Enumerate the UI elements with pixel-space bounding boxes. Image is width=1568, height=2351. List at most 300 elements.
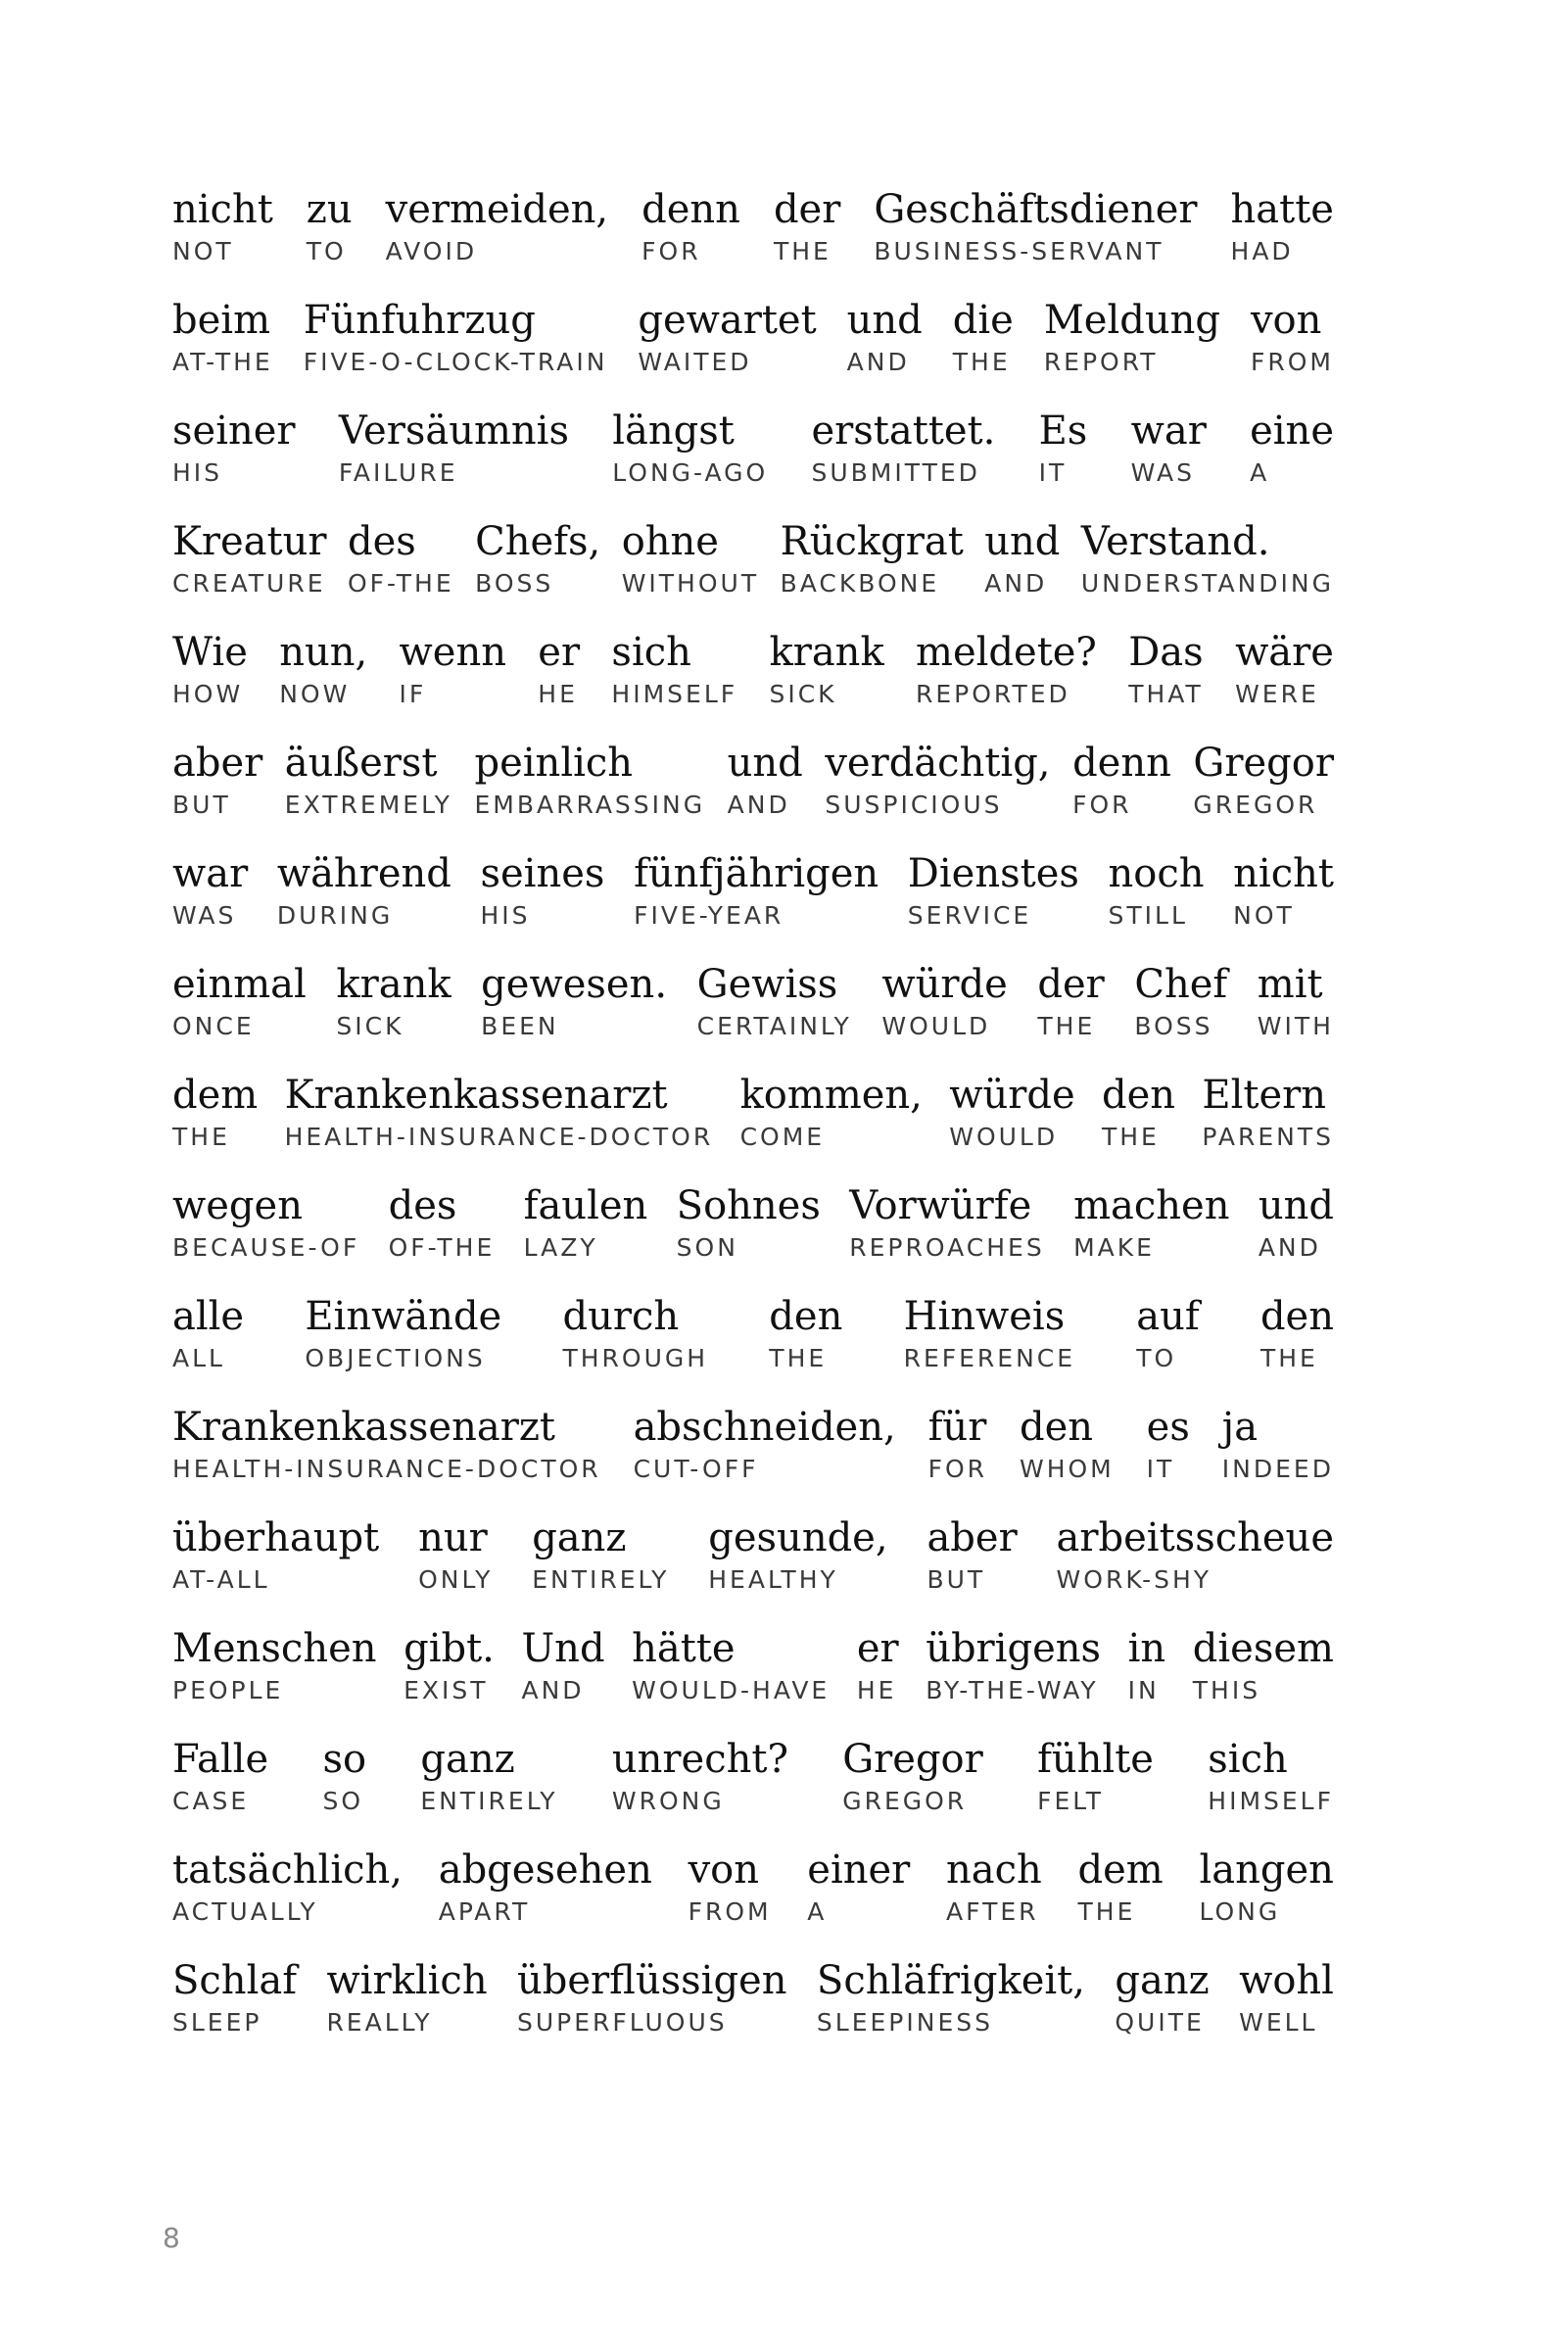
english-gloss: AVOID bbox=[385, 237, 478, 265]
word-pair bbox=[532, 1512, 669, 1595]
english-gloss: BUT bbox=[927, 1565, 986, 1594]
german-word: Falle bbox=[172, 1737, 269, 1782]
english-gloss: AND bbox=[727, 791, 790, 819]
word-pair bbox=[634, 848, 879, 931]
german-word: tatsächlich, bbox=[172, 1847, 403, 1893]
german-word: Schläfrigkeit, bbox=[816, 1958, 1085, 2003]
german-word: wegen bbox=[172, 1183, 303, 1228]
page-number: 8 bbox=[163, 2222, 180, 2254]
word-pair bbox=[1147, 1402, 1190, 1484]
word-pair bbox=[842, 1734, 983, 1816]
german-word: erstattet. bbox=[811, 408, 996, 454]
german-word: überhaupt bbox=[172, 1515, 380, 1560]
english-gloss: HEALTHY bbox=[708, 1565, 838, 1594]
german-word: in bbox=[1127, 1626, 1166, 1671]
english-gloss: BUT bbox=[172, 791, 231, 819]
german-word: Gregor bbox=[1193, 741, 1334, 786]
english-gloss: SUSPICIOUS bbox=[825, 791, 1003, 819]
text-line bbox=[172, 516, 1334, 627]
english-gloss: ONCE bbox=[172, 1012, 255, 1040]
word-pair bbox=[927, 1512, 1017, 1595]
german-word: gewesen. bbox=[481, 962, 668, 1007]
word-pair bbox=[172, 1512, 379, 1595]
german-word: den bbox=[1019, 1405, 1094, 1450]
english-gloss: WORK-SHY bbox=[1056, 1565, 1212, 1594]
word-pair bbox=[1081, 516, 1334, 599]
english-gloss: DURING bbox=[276, 901, 394, 930]
german-word: nun, bbox=[279, 630, 368, 675]
english-gloss: BY-THE-WAY bbox=[926, 1676, 1099, 1704]
english-gloss: ACTUALLY bbox=[172, 1897, 318, 1926]
word-pair bbox=[481, 959, 667, 1041]
english-gloss: SUBMITTED bbox=[811, 458, 980, 487]
word-pair bbox=[1039, 406, 1088, 488]
word-pair bbox=[708, 1512, 887, 1595]
german-word: nach bbox=[946, 1847, 1042, 1893]
german-word: krank bbox=[769, 630, 884, 675]
english-gloss: CERTAINLY bbox=[696, 1012, 852, 1040]
text-line bbox=[172, 295, 1334, 406]
german-word: durch bbox=[562, 1294, 680, 1339]
text-line bbox=[172, 1512, 1334, 1623]
english-gloss: A bbox=[1250, 458, 1270, 487]
english-gloss: AT-ALL bbox=[172, 1565, 270, 1594]
word-pair bbox=[769, 1291, 842, 1373]
german-word: er bbox=[538, 630, 581, 675]
german-word: seiner bbox=[172, 408, 296, 454]
german-word: überflüssigen bbox=[517, 1958, 787, 2003]
word-pair bbox=[817, 1955, 1085, 2038]
english-gloss: SLEEP bbox=[172, 2008, 262, 2037]
text-line bbox=[172, 1955, 1334, 2066]
german-word: seines bbox=[480, 851, 605, 896]
word-pair bbox=[946, 1845, 1042, 1927]
german-word: ohne bbox=[621, 519, 719, 564]
german-word: denn bbox=[641, 187, 740, 232]
german-word: des bbox=[347, 519, 416, 564]
word-pair bbox=[849, 1180, 1044, 1263]
english-gloss: THE bbox=[1037, 1012, 1096, 1040]
english-gloss: CUT-OFF bbox=[633, 1455, 759, 1483]
english-gloss: FOR bbox=[1072, 791, 1132, 819]
word-pair bbox=[857, 1623, 899, 1705]
german-word: kommen, bbox=[739, 1073, 923, 1118]
german-word: wäre bbox=[1235, 630, 1334, 675]
german-word: vermeiden, bbox=[385, 187, 609, 232]
english-gloss: WAS bbox=[172, 901, 237, 930]
english-gloss: NOT bbox=[1233, 901, 1295, 930]
word-pair bbox=[984, 516, 1060, 599]
german-word: er bbox=[856, 1626, 899, 1671]
word-pair bbox=[781, 516, 964, 599]
word-pair bbox=[172, 1734, 268, 1816]
word-pair bbox=[172, 848, 248, 931]
word-pair bbox=[348, 516, 454, 599]
german-word: wenn bbox=[399, 630, 506, 675]
english-gloss: AFTER bbox=[946, 1897, 1039, 1926]
english-gloss: FROM bbox=[1250, 348, 1334, 376]
german-word: wirklich bbox=[326, 1958, 488, 2003]
german-word: arbeitsscheue bbox=[1056, 1515, 1334, 1560]
german-word: es bbox=[1146, 1405, 1190, 1450]
german-word: Rückgrat bbox=[780, 519, 964, 564]
word-pair bbox=[874, 184, 1197, 266]
german-word: einer bbox=[807, 1847, 911, 1893]
word-pair bbox=[277, 848, 451, 931]
german-word: krank bbox=[336, 962, 451, 1007]
english-gloss: EMBARRASSING bbox=[474, 791, 706, 819]
word-pair bbox=[172, 516, 326, 599]
word-pair bbox=[612, 406, 768, 488]
english-gloss: INDEED bbox=[1221, 1455, 1334, 1483]
text-line bbox=[172, 184, 1334, 295]
german-word: Krankenkassenarzt bbox=[284, 1073, 668, 1118]
german-word: der bbox=[773, 187, 841, 232]
english-gloss: REFERENCE bbox=[903, 1344, 1076, 1372]
word-pair bbox=[172, 1623, 377, 1705]
word-pair bbox=[1251, 295, 1334, 377]
german-word: Kreatur bbox=[172, 519, 327, 564]
word-pair bbox=[638, 295, 816, 377]
german-word: Menschen bbox=[172, 1626, 377, 1671]
word-pair bbox=[172, 627, 248, 709]
word-pair bbox=[622, 516, 759, 599]
text-line bbox=[172, 1180, 1334, 1291]
german-word: nur bbox=[418, 1515, 488, 1560]
german-word: wohl bbox=[1239, 1958, 1334, 2003]
german-word: noch bbox=[1108, 851, 1205, 896]
text-line bbox=[172, 1845, 1334, 1955]
word-pair bbox=[807, 1845, 910, 1927]
german-word: Geschäftsdiener bbox=[874, 187, 1198, 232]
german-word: beim bbox=[172, 298, 270, 343]
english-gloss: OBJECTIONS bbox=[305, 1344, 486, 1372]
english-gloss: REALLY bbox=[326, 2008, 433, 2037]
word-pair bbox=[1231, 184, 1334, 266]
word-pair bbox=[172, 1845, 403, 1927]
word-pair bbox=[1078, 1845, 1164, 1927]
word-pair bbox=[322, 1734, 366, 1816]
english-gloss: AT-THE bbox=[172, 348, 273, 376]
english-gloss: WAS bbox=[1130, 458, 1195, 487]
word-pair bbox=[740, 1070, 923, 1152]
german-word: unrecht? bbox=[611, 1737, 788, 1782]
word-pair bbox=[389, 1180, 496, 1263]
english-gloss: SERVICE bbox=[907, 901, 1032, 930]
english-gloss: CASE bbox=[172, 1787, 250, 1815]
german-word: Chef bbox=[1134, 962, 1228, 1007]
german-word: fünfjährigen bbox=[634, 851, 879, 896]
word-pair bbox=[1193, 1623, 1334, 1705]
english-gloss: FOR bbox=[641, 237, 701, 265]
word-pair bbox=[1102, 1070, 1175, 1152]
word-pair bbox=[1131, 406, 1207, 488]
english-gloss: BECAUSE-OF bbox=[172, 1233, 360, 1262]
english-gloss: HE bbox=[856, 1676, 897, 1704]
word-pair bbox=[326, 1955, 487, 2038]
german-word: Das bbox=[1128, 630, 1204, 675]
english-gloss: GREGOR bbox=[1193, 791, 1318, 819]
word-pair bbox=[1072, 738, 1171, 820]
english-gloss: THE bbox=[1101, 1123, 1160, 1151]
english-gloss: HIS bbox=[480, 901, 531, 930]
german-word: nicht bbox=[1233, 851, 1334, 896]
word-pair bbox=[689, 1845, 772, 1927]
word-pair bbox=[1037, 1734, 1154, 1816]
german-word: auf bbox=[1136, 1294, 1200, 1339]
word-pair bbox=[916, 627, 1097, 709]
english-gloss: COME bbox=[739, 1123, 826, 1151]
english-gloss: HIMSELF bbox=[1208, 1787, 1334, 1815]
word-pair bbox=[172, 295, 273, 377]
word-pair bbox=[172, 1291, 244, 1373]
word-pair bbox=[1250, 406, 1334, 488]
english-gloss: IT bbox=[1146, 1455, 1175, 1483]
german-word: und bbox=[1258, 1183, 1334, 1228]
english-gloss: TO bbox=[1136, 1344, 1177, 1372]
word-pair bbox=[949, 1070, 1074, 1152]
word-pair bbox=[336, 959, 451, 1041]
english-gloss: BUSINESS-SERVANT bbox=[874, 237, 1164, 265]
german-word: Und bbox=[521, 1626, 605, 1671]
german-word: von bbox=[1250, 298, 1322, 343]
word-pair bbox=[524, 1180, 648, 1263]
english-gloss: LONG bbox=[1199, 1897, 1281, 1926]
english-gloss: IT bbox=[1038, 458, 1068, 487]
english-gloss: HOW bbox=[172, 680, 244, 708]
english-gloss: REPROACHES bbox=[849, 1233, 1045, 1262]
german-word: gewartet bbox=[638, 298, 817, 343]
word-pair bbox=[1037, 959, 1104, 1041]
english-gloss: SUPERFLUOUS bbox=[517, 2008, 728, 2037]
english-gloss: SON bbox=[676, 1233, 738, 1262]
german-word: den bbox=[1259, 1294, 1334, 1339]
english-gloss: TO bbox=[306, 237, 347, 265]
word-pair bbox=[1259, 1180, 1334, 1263]
german-word: Verstand. bbox=[1080, 519, 1270, 564]
german-word: aber bbox=[927, 1515, 1018, 1560]
word-pair bbox=[172, 1402, 601, 1484]
word-pair bbox=[521, 1623, 604, 1705]
word-pair bbox=[1128, 627, 1204, 709]
english-gloss: SLEEPINESS bbox=[816, 2008, 993, 2037]
word-pair bbox=[285, 738, 452, 820]
german-word: Es bbox=[1038, 408, 1088, 454]
german-word: mit bbox=[1257, 962, 1323, 1007]
word-pair bbox=[1044, 295, 1220, 377]
german-word: Meldung bbox=[1043, 298, 1220, 343]
word-pair bbox=[634, 1402, 896, 1484]
german-word: Eltern bbox=[1202, 1073, 1326, 1118]
german-word: der bbox=[1037, 962, 1105, 1007]
word-pair bbox=[439, 1845, 652, 1927]
text-line bbox=[172, 1402, 1334, 1512]
english-gloss: THE bbox=[1259, 1344, 1318, 1372]
word-pair bbox=[538, 627, 580, 709]
english-gloss: QUITE bbox=[1115, 2008, 1205, 2037]
german-word: Krankenkassenarzt bbox=[172, 1405, 555, 1450]
english-gloss: IF bbox=[399, 680, 427, 708]
word-pair bbox=[1235, 627, 1334, 709]
english-gloss: WRONG bbox=[611, 1787, 725, 1815]
english-gloss: FOR bbox=[927, 1455, 988, 1483]
english-gloss: MAKE bbox=[1073, 1233, 1155, 1262]
english-gloss: WERE bbox=[1235, 680, 1319, 708]
word-pair bbox=[339, 406, 569, 488]
word-pair bbox=[926, 1623, 1101, 1705]
word-pair bbox=[769, 627, 883, 709]
english-gloss: THE bbox=[172, 1123, 230, 1151]
word-pair bbox=[928, 1402, 987, 1484]
english-gloss: PARENTS bbox=[1202, 1123, 1334, 1151]
german-word: abgesehen bbox=[438, 1847, 652, 1893]
english-gloss: THE bbox=[952, 348, 1011, 376]
word-pair bbox=[632, 1623, 830, 1705]
german-word: diesem bbox=[1192, 1626, 1334, 1671]
word-pair bbox=[1260, 1291, 1334, 1373]
german-word: würde bbox=[949, 1073, 1075, 1118]
english-gloss: HE bbox=[538, 680, 578, 708]
german-word: peinlich bbox=[474, 741, 634, 786]
english-gloss: LAZY bbox=[523, 1233, 598, 1262]
word-pair bbox=[1128, 1623, 1166, 1705]
english-gloss: WOULD-HAVE bbox=[632, 1676, 831, 1704]
german-word: fühlte bbox=[1037, 1737, 1154, 1782]
english-gloss: ENTIRELY bbox=[532, 1565, 670, 1594]
english-gloss: EXIST bbox=[404, 1676, 489, 1704]
german-word: längst bbox=[612, 408, 735, 454]
english-gloss: WELL bbox=[1239, 2008, 1318, 2037]
english-gloss: THIS bbox=[1192, 1676, 1261, 1704]
english-gloss: UNDERSTANDING bbox=[1080, 569, 1334, 598]
word-pair bbox=[904, 1291, 1075, 1373]
word-pair bbox=[1199, 1845, 1333, 1927]
german-word: alle bbox=[172, 1294, 245, 1339]
text-line bbox=[172, 1734, 1334, 1845]
german-word: würde bbox=[881, 962, 1008, 1007]
german-word: Schlaf bbox=[172, 1958, 298, 2003]
german-word: Vorwürfe bbox=[849, 1183, 1032, 1228]
word-pair bbox=[811, 406, 995, 488]
german-word: Fünfuhrzug bbox=[303, 298, 536, 343]
english-gloss: BACKBONE bbox=[780, 569, 940, 598]
german-word: übrigens bbox=[926, 1626, 1102, 1671]
english-gloss: WAITED bbox=[638, 348, 752, 376]
english-gloss: FIVE-YEAR bbox=[634, 901, 784, 930]
word-pair bbox=[285, 1070, 714, 1152]
german-word: für bbox=[927, 1405, 987, 1450]
english-gloss: THE bbox=[769, 1344, 828, 1372]
text-line bbox=[172, 1070, 1334, 1180]
english-gloss: THE bbox=[1077, 1897, 1136, 1926]
german-word: des bbox=[388, 1183, 457, 1228]
german-word: Gregor bbox=[842, 1737, 983, 1782]
german-word: Sohnes bbox=[676, 1183, 821, 1228]
german-word: machen bbox=[1073, 1183, 1230, 1228]
english-gloss: WHOM bbox=[1019, 1455, 1115, 1483]
english-gloss: HAD bbox=[1230, 237, 1294, 265]
text-line bbox=[172, 738, 1334, 848]
german-word: von bbox=[688, 1847, 760, 1893]
english-gloss: THE bbox=[773, 237, 832, 265]
german-word: so bbox=[322, 1737, 367, 1782]
english-gloss: AND bbox=[1258, 1233, 1321, 1262]
english-gloss: AND bbox=[521, 1676, 585, 1704]
german-word: Dienstes bbox=[907, 851, 1079, 896]
english-gloss: APART bbox=[438, 1897, 531, 1926]
word-pair bbox=[641, 184, 740, 266]
english-gloss: ALL bbox=[172, 1344, 225, 1372]
german-word: zu bbox=[306, 187, 353, 232]
german-word: dem bbox=[1077, 1847, 1164, 1893]
word-pair bbox=[279, 627, 367, 709]
word-pair bbox=[480, 848, 604, 931]
text-line bbox=[172, 406, 1334, 516]
word-pair bbox=[304, 295, 608, 377]
word-pair bbox=[677, 1180, 821, 1263]
word-pair bbox=[825, 738, 1050, 820]
german-word: und bbox=[984, 519, 1061, 564]
english-gloss: FIVE-O-CLOCK-TRAIN bbox=[303, 348, 608, 376]
english-gloss: STILL bbox=[1108, 901, 1188, 930]
english-gloss: REPORTED bbox=[916, 680, 1070, 708]
word-pair bbox=[562, 1291, 708, 1373]
english-gloss: BOSS bbox=[1134, 1012, 1213, 1040]
english-gloss: AND bbox=[984, 569, 1048, 598]
german-word: sich bbox=[1208, 1737, 1288, 1782]
german-word: einmal bbox=[172, 962, 307, 1007]
word-pair bbox=[307, 184, 353, 266]
english-gloss: HIMSELF bbox=[611, 680, 738, 708]
german-word: gibt. bbox=[404, 1626, 495, 1671]
german-word: und bbox=[727, 741, 803, 786]
english-gloss: OF-THE bbox=[347, 569, 454, 598]
german-word: aber bbox=[172, 741, 263, 786]
english-gloss: NOW bbox=[279, 680, 351, 708]
word-pair bbox=[386, 184, 609, 266]
word-pair bbox=[172, 1180, 359, 1263]
word-pair bbox=[172, 1070, 258, 1152]
word-pair bbox=[172, 1955, 297, 2038]
german-word: ganz bbox=[1115, 1958, 1210, 2003]
word-pair bbox=[697, 959, 852, 1041]
english-gloss: HEALTH-INSURANCE-DOCTOR bbox=[284, 1123, 714, 1151]
word-pair bbox=[1193, 738, 1334, 820]
english-gloss: PEOPLE bbox=[172, 1676, 284, 1704]
word-pair bbox=[1202, 1070, 1334, 1152]
english-gloss: FROM bbox=[688, 1897, 772, 1926]
english-gloss: WOULD bbox=[949, 1123, 1059, 1151]
word-pair bbox=[1115, 1955, 1209, 2038]
english-gloss: A bbox=[807, 1897, 828, 1926]
german-word: sich bbox=[611, 630, 691, 675]
german-word: ja bbox=[1221, 1405, 1259, 1450]
german-word: war bbox=[172, 851, 249, 896]
english-gloss: FELT bbox=[1037, 1787, 1105, 1815]
german-word: und bbox=[846, 298, 923, 343]
english-gloss: CREATURE bbox=[172, 569, 326, 598]
word-pair bbox=[953, 295, 1014, 377]
text-line bbox=[172, 627, 1334, 738]
english-gloss: HIS bbox=[172, 458, 223, 487]
english-gloss: SICK bbox=[336, 1012, 404, 1040]
word-pair bbox=[475, 516, 600, 599]
word-pair bbox=[1239, 1955, 1334, 2038]
german-word: den bbox=[769, 1294, 843, 1339]
german-word: hätte bbox=[632, 1626, 736, 1671]
word-pair bbox=[418, 1512, 493, 1595]
word-pair bbox=[474, 738, 705, 820]
